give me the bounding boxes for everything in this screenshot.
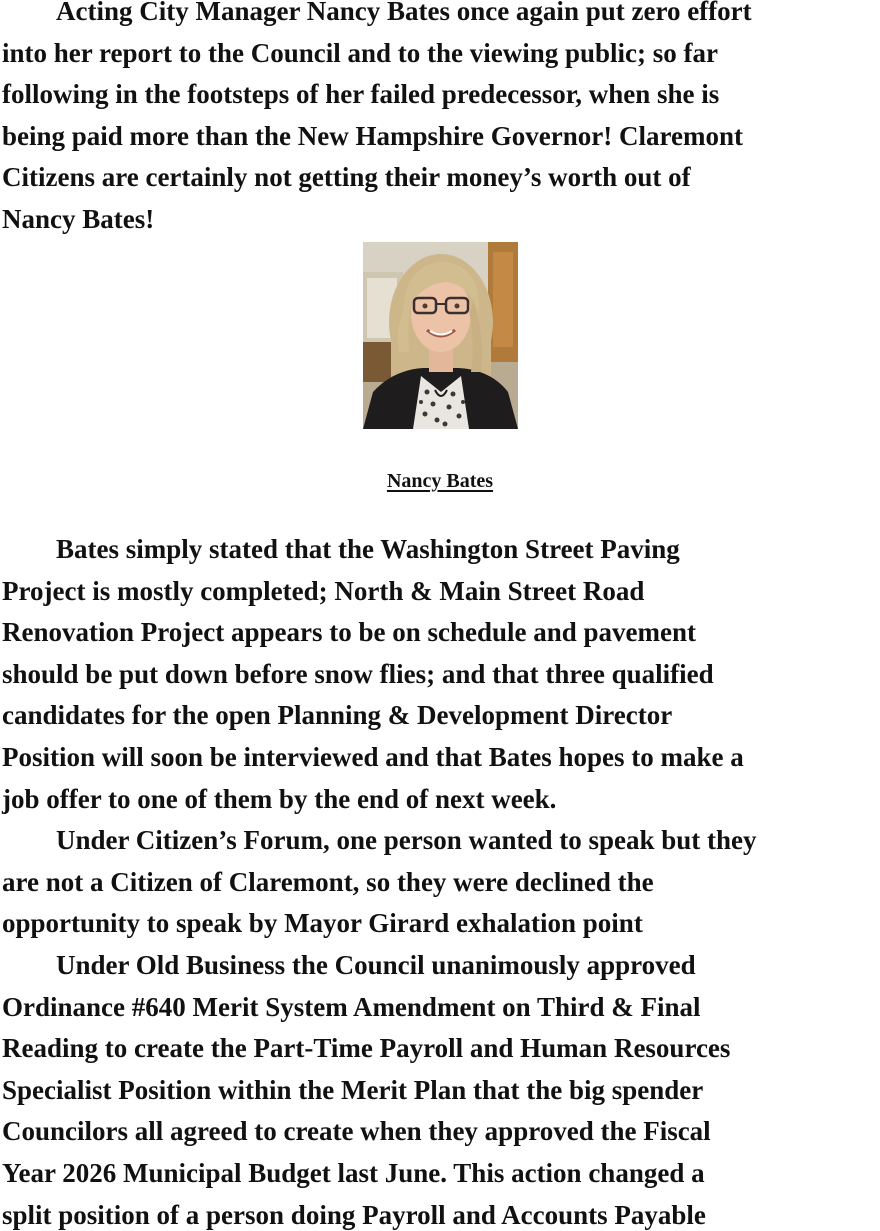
paragraph-citizens-forum: Under Citizen’s Forum, one person wanted to speak but they are not a Citizen of Claremont, so they were declined the opportunity to speak by Mayor Girard exhalation point [2, 825, 757, 939]
paragraph-old-business: Under Old Business the Council unanimously approved Ordinance #640 Merit System Amendment on Third & Final Reading to create the Part-Time Payroll and Human Resources Specialist Position within the Merit Plan that the big spender Councilors all agreed to create when they approved the Fiscal Year 2026 Municipal Budget last June. This action changed a split position of a person doing Payroll and Accounts Payable [2, 950, 731, 1230]
paragraph-report: Bates simply stated that the Washington Street Paving Project is mostly completed; North & Main Street Road Renovation Project appears to be on schedule and pavement should be put down before snow flies; and that three qualified candidates for the open Planning & Development Director Position will soon be interviewed and that Bates hopes to make a job offer to one of them by the end of next week. [2, 534, 744, 814]
portrait-photo [363, 242, 518, 429]
paragraph-intro: Acting City Manager Nancy Bates once again put zero effort into her report to the Council and to the viewing public; so far following in the footsteps of her failed predecessor, when she is being paid more than the New Hampshire Governor! Claremont Citizens are certainly not getting their money’s worth out of Nancy Bates! [2, 0, 752, 234]
photo-caption: Nancy Bates [386, 470, 494, 492]
